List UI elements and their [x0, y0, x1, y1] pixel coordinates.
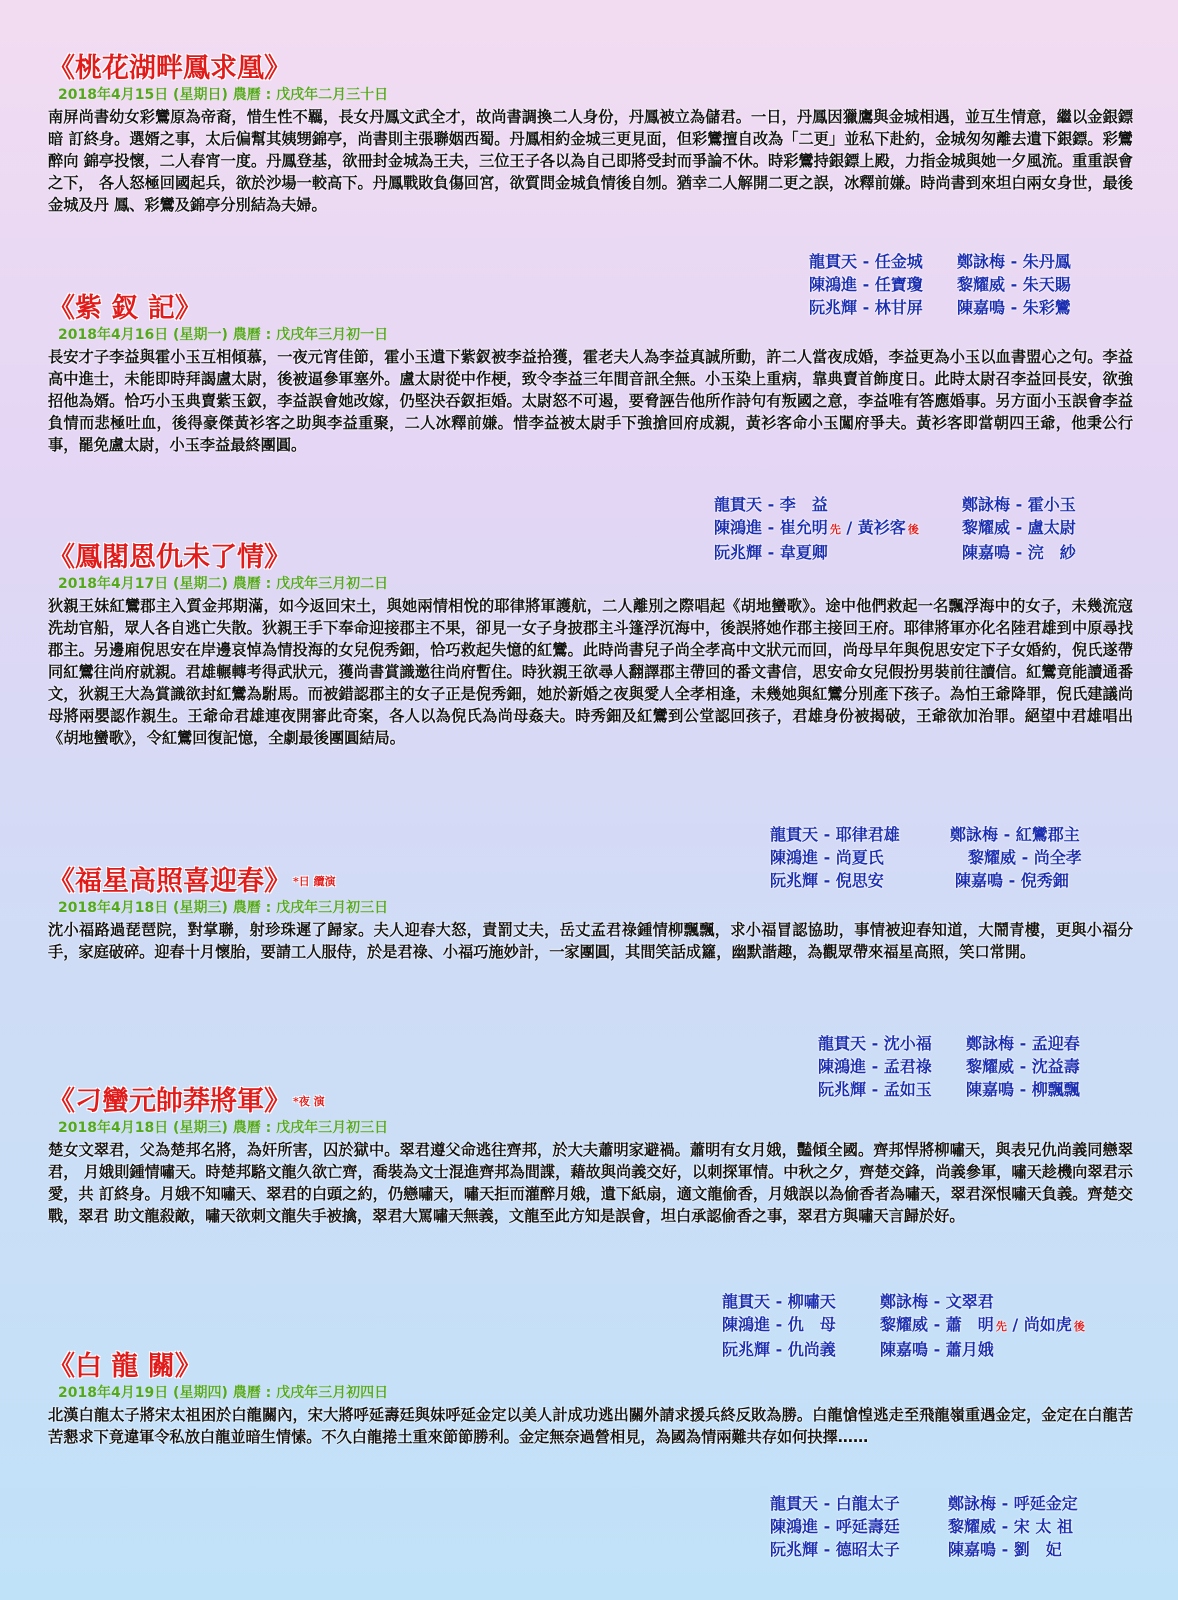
actor-name: 龍貫天 [722, 1292, 771, 1311]
cast-row: 龍貫天 - 柳嘯天 鄭詠梅 - 文翠君 [722, 1292, 994, 1311]
cast-row: 陳鴻進 - 呼延壽廷 黎耀威 - 宋 太 祖 [770, 1517, 1073, 1536]
actor-name: 陳嘉鳴 [880, 1340, 929, 1359]
show-description: 南屏尚書幼女彩鸞原為帝裔，惜生性不羈，長女丹鳳文武全才，故尚書調換二人身份，丹鳳被立為儲君。一日，丹鳳因獵鷹與金城相遇，並互生情意，繼以金銀鏢暗 訂終身。選婿之事，太后偏幫其姨甥錦亭，尚書則主張聯姻西蜀。丹鳳相約金城三更見面，但彩鸞擅自改為「二更」並私下赴約，金城匆匆離去遺下銀鏢。彩鸞醉向 錦亭投懷，二人春宵一度。丹鳳登基，欲冊封金城為王夫，三位王子各以為自己即將受封而爭論不休。時彩鸞持銀鏢上殿，力指金城與她一夕風流。重重誤會之下， 各人怒極回國起兵，欲於沙場一較高下。丹鳳戰敗負傷回宮，欲質問金城負情後自刎。猶幸二人解開二更之誤，冰釋前嫌。時尚書到來坦白兩女身世，最後金城及丹 鳳、彩鸞及錦亭分別結為夫婦。 [48, 108, 1133, 214]
actor-name: 阮兆輝 [809, 298, 858, 317]
role-name: 劉 妃 [1013, 1540, 1062, 1559]
role-name: 文翠君 [945, 1292, 994, 1311]
show-date: 2018年4月18日 (星期三) 農曆 : 戊戌年三月初三日 [58, 900, 389, 916]
actor-name: 阮兆輝 [722, 1340, 771, 1359]
actor-name: 陳嘉鳴 [966, 1080, 1015, 1099]
role-name: 浣 紗 [1027, 543, 1076, 562]
actor-name: 陳鴻進 [770, 848, 819, 867]
show-3 [48, 541, 1133, 749]
cast-row: 龍貫天 - 任金城 鄭詠梅 - 朱丹鳳 [809, 252, 1071, 271]
role-name: 呼延壽廷 [835, 1517, 900, 1536]
cast-row: 龍貫天 - 耶律君雄 鄭詠梅 - 紅鸞郡主 [770, 825, 1080, 844]
cast-row: 阮兆輝 - 德昭太子 陳嘉鳴 - 劉 妃 [770, 1540, 1062, 1559]
actor-name: 陳鴻進 [809, 275, 858, 294]
actor-name: 陳嘉鳴 [962, 543, 1011, 562]
show-2 [48, 292, 1133, 456]
cast-row: 阮兆輝 - 林甘屏 陳嘉鳴 - 朱彩鸞 [809, 298, 1071, 317]
actor-name: 龍貫天 [714, 495, 763, 514]
role-name: 林甘屏 [874, 298, 923, 317]
cast-row: 阮兆輝 - 孟如玉 陳嘉鳴 - 柳飄飄 [818, 1080, 1080, 1099]
cast-row: 龍貫天 - 白龍太子 鄭詠梅 - 呼延金定 [770, 1494, 1078, 1513]
role-order-tag: 後 [1073, 1320, 1085, 1333]
role-name: 朱丹鳳 [1022, 252, 1071, 271]
show-date: 2018年4月16日 (星期一) 農曆 : 戊戌年三月初一日 [58, 327, 389, 343]
role-name: 尚夏氏 [835, 848, 884, 867]
role-name: 黃衫客 [857, 518, 906, 537]
role-name: 呼延金定 [1013, 1494, 1078, 1513]
cast-row: 陳鴻進 - 孟君祿 黎耀威 - 沈益壽 [818, 1057, 1080, 1076]
show-4 [48, 865, 1133, 963]
actor-name: 龍貫天 [818, 1034, 867, 1053]
actor-name: 龍貫天 [770, 1494, 819, 1513]
actor-name: 黎耀威 [966, 1057, 1015, 1076]
show-title: 《桃花湖畔鳳求凰》 [48, 53, 291, 84]
actor-name: 鄭詠梅 [962, 495, 1011, 514]
performance-note: *日 纜演 [293, 875, 336, 888]
cast-row: 阮兆輝 - 韋夏卿 陳嘉鳴 - 浣 紗 [714, 543, 1076, 562]
actor-name: 阮兆輝 [770, 871, 819, 890]
role-order-tag: 先 [829, 523, 841, 536]
role-name: 霍小玉 [1027, 495, 1076, 514]
actor-name: 黎耀威 [968, 848, 1017, 867]
role-name: 任寶瓊 [874, 275, 923, 294]
cast-row: 龍貫天 - 沈小福 鄭詠梅 - 孟迎春 [818, 1034, 1080, 1053]
role-name: 柳飄飄 [1031, 1080, 1080, 1099]
role-name: 紅鸞郡主 [1015, 825, 1080, 844]
role-name: 沈益壽 [1031, 1057, 1080, 1076]
role-name: 崔允明 [779, 518, 828, 537]
role-name: 德昭太子 [835, 1540, 900, 1559]
role-name: 倪秀鈿 [1020, 871, 1069, 890]
show-title: 《白 龍 關》 [48, 1351, 202, 1382]
role-name: 宋 太 祖 [1013, 1517, 1073, 1536]
actor-name: 黎耀威 [880, 1315, 929, 1334]
show-title: 《鳳閣恩仇未了情》 [48, 542, 291, 573]
role-name: 任金城 [874, 252, 923, 271]
role-order-tag: 後 [907, 523, 919, 536]
role-name: 朱天賜 [1022, 275, 1071, 294]
role-name: 盧太尉 [1027, 518, 1076, 537]
role-name: 李 益 [779, 495, 828, 514]
show-date: 2018年4月17日 (星期二) 農曆 : 戊戌年三月初二日 [58, 576, 389, 592]
show-date: 2018年4月18日 (星期三) 農曆 : 戊戌年三月初三日 [58, 1120, 389, 1136]
role-name: 耶律君雄 [835, 825, 900, 844]
cast-row: 陳鴻進 - 任寶瓊 黎耀威 - 朱天賜 [809, 275, 1071, 294]
actor-name: 鄭詠梅 [950, 825, 999, 844]
show-6 [48, 1350, 1133, 1448]
role-name: 尚全孝 [1033, 848, 1082, 867]
role-name: 沈小福 [883, 1034, 932, 1053]
actor-name: 鄭詠梅 [948, 1494, 997, 1513]
role-name: 仇尚義 [787, 1340, 836, 1359]
show-description: 長安才子李益與霍小玉互相傾慕，一夜元宵佳節，霍小玉遺下紫釵被李益拾獲，霍老夫人為李益真誠所動，許二人當夜成婚，李益更為小玉以血書盟心之句。李益高中進士，未能即時拜謁盧太尉，後被逼參軍塞外。盧太尉從中作梗，致令李益三年間音訊全無。小玉染上重病，靠典賣首飾度日。此時太尉召李益回長安，欲強招他為婿。恰巧小玉典賣紫玉釵，李益誤會她改嫁，仍堅決吞釵拒婚。太尉怒不可遏，要脅誣告他所作詩句有叛國之意，李益唯有答應婚事。另方面小玉誤會李益負情而悲極吐血，後得豪傑黃衫客之助與李益重聚，二人冰釋前嫌。惜李益被太尉手下強搶回府成親，黃衫客命小玉闖府爭夫。黃衫客即當朝四王爺，他秉公行事，罷免盧太尉，小玉李益最終團圓。 [48, 348, 1133, 454]
actor-name: 陳嘉鳴 [957, 298, 1006, 317]
actor-name: 鄭詠梅 [966, 1034, 1015, 1053]
show-description: 狄親王妹紅鸞郡主入質金邦期滿，如今返回宋土，與她兩情相悅的耶律將軍護航，二人離別之際唱起《胡地蠻歌》。途中他們救起一名飄浮海中的女子，未幾流寇洗劫官船，眾人各自逃亡失散。狄親王手下奉命迎接郡主不果，卻見一女子身披郡主斗篷浮沉海中，後誤將她作郡主接回王府。耶律將軍亦化名陸君雄到中原尋找郡主。另邊廂倪思安在岸邊哀悼為情投海的女兒倪秀鈿，恰巧救起失憶的紅鸞。此時尚書兒子尚全孝高中文狀元而回，尚母早年與倪思安定下子女婚約，倪氏遂帶同紅鸞往尚府就親。君雄輾轉考得武狀元，獲尚書賞識邀往尚府暫住。時狄親王欲尋人翻譯郡主帶回的番文書信，思安命女兒假扮男裝前往讀信。紅鸞竟能讀通番文，狄親王大為賞識欲封紅鸞為駙馬。而被錯認郡主的女子正是倪秀鈿，她於新婚之夜與愛人全孝相逢，未幾她與紅鸞分別產下孩子。為怕王爺降罪，倪氏建議尚母將兩嬰認作親生。王爺命君雄連夜開審此奇案，各人以為倪氏為尚母姦夫。時秀鈿及紅鸞到公堂認回孩子，君雄身份被揭破，王爺欲加治罪。絕望中君雄唱出《胡地蠻歌》，令紅鸞回復記憶，全劇最後團圓結局。 [48, 597, 1133, 747]
role-name: 尚如虎 [1023, 1315, 1072, 1334]
actor-name: 阮兆輝 [818, 1080, 867, 1099]
show-date: 2018年4月15日 (星期日) 農曆 : 戊戌年二月三十日 [58, 87, 389, 103]
show-5 [48, 1085, 1133, 1227]
actor-name: 陳嘉鳴 [955, 871, 1004, 890]
show-date: 2018年4月19日 (星期四) 農曆 : 戊戌年三月初四日 [58, 1385, 389, 1401]
role-name: 蕭月娥 [945, 1340, 994, 1359]
show-title: 《刁蠻元帥莽將軍》 $^{*夜 演}$ [48, 1086, 325, 1117]
role-name: 倪思安 [835, 871, 884, 890]
actor-name: 黎耀威 [948, 1517, 997, 1536]
role-name: 韋夏卿 [779, 543, 828, 562]
actor-name: 黎耀威 [962, 518, 1011, 537]
actor-name: 黎耀威 [957, 275, 1006, 294]
cast-row: 阮兆輝 - 仇尚義 陳嘉鳴 - 蕭月娥 [722, 1340, 994, 1359]
role-name: 孟如玉 [883, 1080, 932, 1099]
role-name: 白龍太子 [835, 1494, 900, 1513]
role-name: 朱彩鸞 [1022, 298, 1071, 317]
role-order-tag: 先 [995, 1320, 1007, 1333]
role-name: 孟迎春 [1031, 1034, 1080, 1053]
role-name: 蕭 明 [945, 1315, 994, 1334]
actor-name: 陳鴻進 [770, 1517, 819, 1536]
role-name: 仇 母 [787, 1315, 836, 1334]
show-1 [48, 52, 1133, 216]
actor-name: 龍貫天 [809, 252, 858, 271]
cast-row: 陳鴻進 - 仇 母 黎耀威 - 蕭 明 先 / 尚如虎 後 [722, 1315, 1085, 1334]
cast-row: 陳鴻進 - 崔允明 先 / 黃衫客 後 黎耀威 - 盧太尉 [714, 518, 1076, 537]
cast-row: 阮兆輝 - 倪思安 陳嘉鳴 - 倪秀鈿 [770, 871, 1069, 890]
show-description: 沈小福路過琵琶院，對掌聯，射珍珠遲了歸家。夫人迎春大怒，責罰丈夫，岳丈孟君祿鍾情柳飄飄，求小福冒認協助，事情被迎春知道，大鬧青樓，更與小福分手，家庭破碎。迎春十月懷胎，要請工人服侍，於是君祿、小福巧施妙計，一家團圓，其間笑話成籮，幽默諧趣，為觀眾帶來福星高照，笑口常開。 [48, 921, 1133, 961]
actor-name: 阮兆輝 [770, 1540, 819, 1559]
show-title: 《紫 釵 記》 [48, 293, 202, 324]
show-description: 北漢白龍太子將宋太祖困於白龍關內，宋大將呼延壽廷與妹呼延金定以美人計成功逃出關外請求援兵終反敗為勝。白龍愴惶逃走至飛龍嶺重遇金定，金定在白龍苦苦懇求下竟違軍令私放白龍並暗生情愫。不久白龍捲土重來節節勝利。金定無奈過營相見，為國為情兩難共存如何抉擇…… [48, 1406, 1133, 1446]
show-description: 楚女文翠君，父為楚邦名將，為奸所害，囚於獄中。翠君遵父命逃往齊邦，於大夫蕭明家避禍。蕭明有女月娥，豔傾全國。齊邦悍將柳嘯天，與表兄仇尚義同戀翠君， 月娥則鍾情嘯天。時楚邦駱文龍久欲亡齊，喬裝為文士混進齊邦為間諜，藉故與尚義交好，以刺探軍情。中秋之夕，齊楚交鋒，尚義參軍，嘯天趁機向翠君示愛，共 訂終身。月娥不知嘯天、翠君的白頭之約，仍戀嘯天，嘯天拒而灌醉月娥，遺下紙扇，適文龍偷香，月娥誤以為偷香者為嘯天，翠君深恨嘯天負義。齊楚交戰，翠君 助文龍殺敵，嘯天欲刺文龍失手被擒，翠君大罵嘯天無義，文龍至此方知是誤會，坦白承認偷香之事，翠君方與嘯天言歸於好。 [48, 1141, 1133, 1225]
cast-list [770, 1492, 1078, 1561]
actor-name: 龍貫天 [770, 825, 819, 844]
actor-name: 阮兆輝 [714, 543, 763, 562]
actor-name: 陳嘉鳴 [948, 1540, 997, 1559]
role-name: 孟君祿 [883, 1057, 932, 1076]
actor-name: 陳鴻進 [722, 1315, 771, 1334]
cast-row: 龍貫天 - 李 益 鄭詠梅 - 霍小玉 [714, 495, 1076, 514]
actor-name: 陳鴻進 [714, 518, 763, 537]
actor-name: 鄭詠梅 [957, 252, 1006, 271]
actor-name: 鄭詠梅 [880, 1292, 929, 1311]
actor-name: 陳鴻進 [818, 1057, 867, 1076]
role-name: 柳嘯天 [787, 1292, 836, 1311]
performance-note: *夜 演 [293, 1095, 325, 1108]
cast-row: 陳鴻進 - 尚夏氏 黎耀威 - 尚全孝 [770, 848, 1082, 867]
show-title: 《福星高照喜迎春》 $^{*日 纜演}$ [48, 866, 336, 897]
